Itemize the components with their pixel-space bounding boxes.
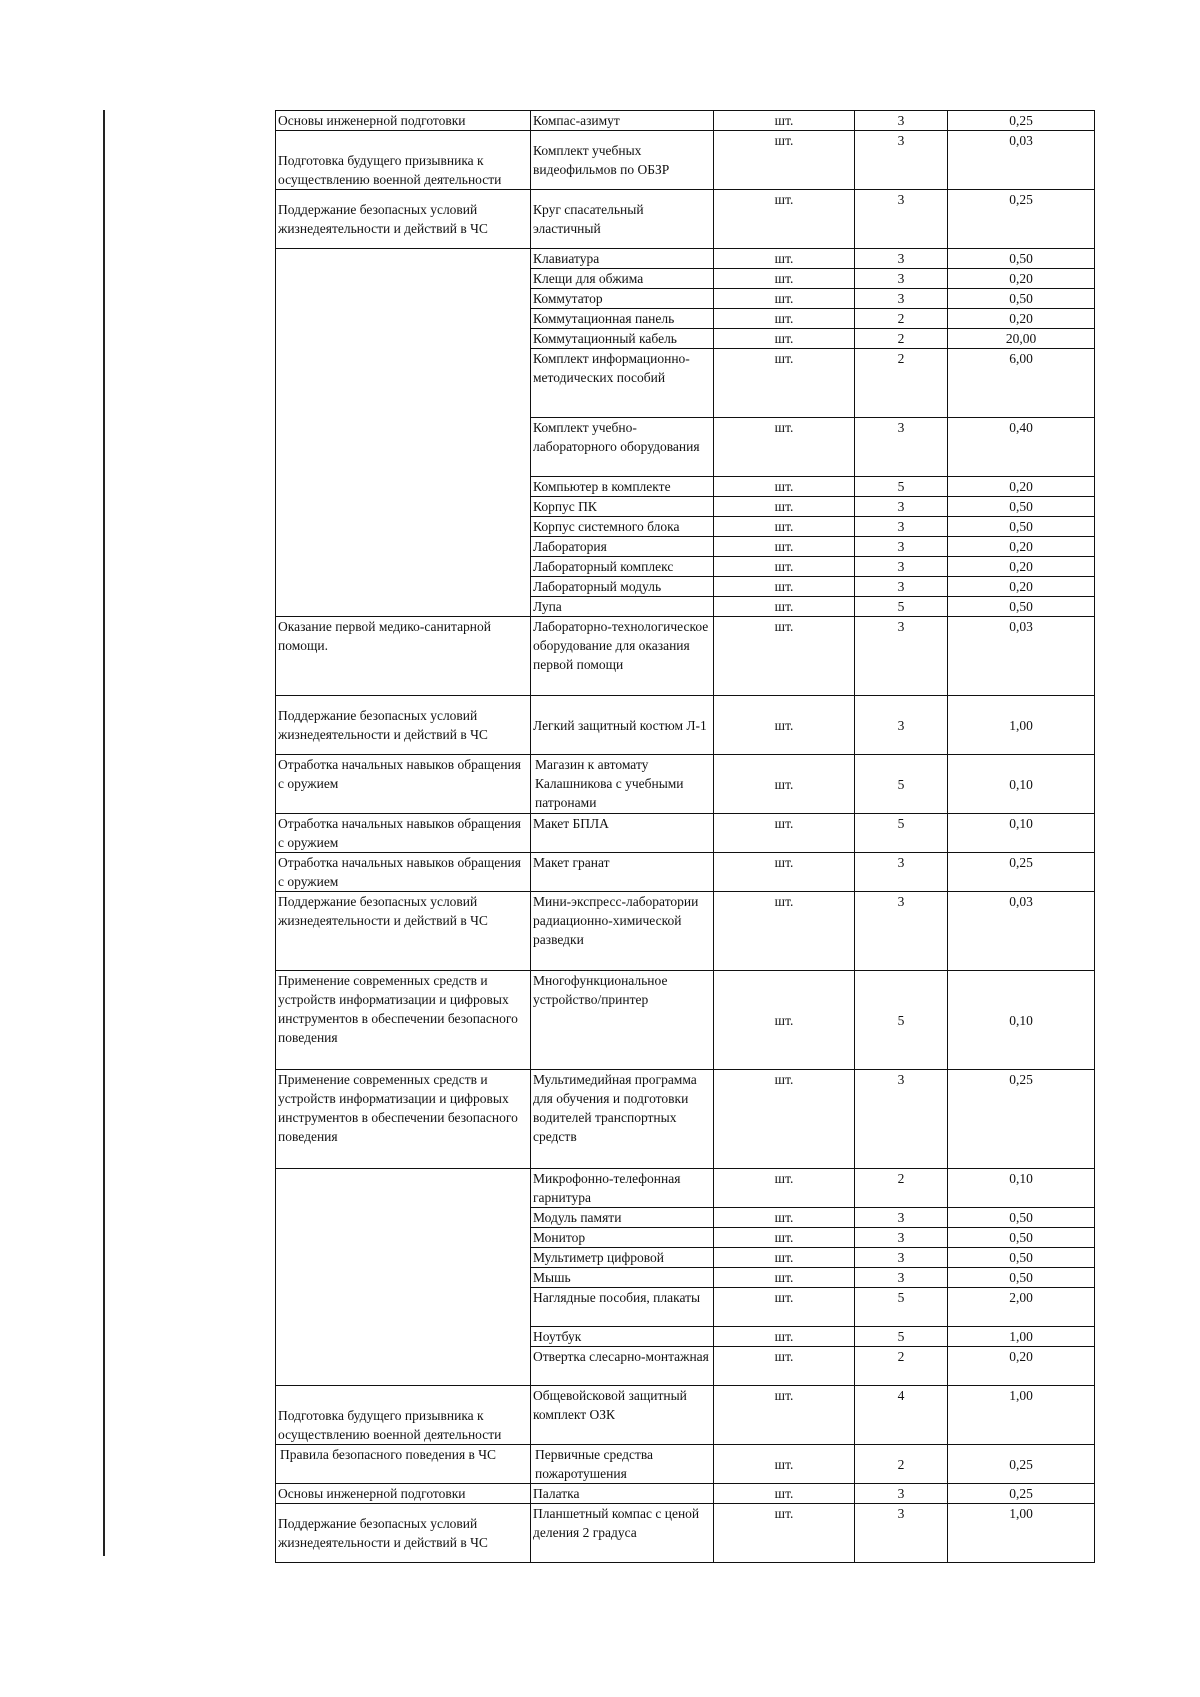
coef-cell: 0,40 [948,418,1095,477]
purpose-cell: Правила безопасного поведения в ЧС [276,1445,531,1484]
coef-cell: 0,25 [948,1445,1095,1484]
coef-cell: 0,50 [948,1228,1095,1248]
item-cell: Компьютер в комплекте [531,477,714,497]
qty-cell: 3 [855,1504,948,1563]
coef-cell: 0,25 [948,1484,1095,1504]
purpose-cell: Подготовка будущего призывника к осуществлению военной деятельности [276,1386,531,1445]
coef-cell: 0,20 [948,309,1095,329]
unit-cell: шт. [714,131,855,190]
item-cell: Общевойсковой защитный комплект ОЗК [531,1386,714,1445]
qty-cell: 3 [855,497,948,517]
table-row [276,1386,1095,1445]
purpose-cell: Поддержание безопасных условий жизнедеятельности и действий в ЧС [276,696,531,755]
table-row [276,853,1095,892]
unit-cell: шт. [714,537,855,557]
coef-cell: 0,20 [948,577,1095,597]
qty-cell: 5 [855,477,948,497]
qty-cell: 3 [855,517,948,537]
item-cell: Лупа [531,597,714,617]
unit-cell: шт. [714,1288,855,1327]
table-row [276,1445,1095,1484]
coef-cell: 0,25 [948,190,1095,249]
purpose-cell [276,249,531,617]
qty-cell: 5 [855,971,948,1070]
item-cell: Мышь [531,1268,714,1288]
item-cell: Клещи для обжима [531,269,714,289]
qty-cell: 3 [855,1228,948,1248]
qty-cell: 3 [855,617,948,696]
coef-cell: 2,00 [948,1288,1095,1327]
item-cell: Лабораторно-технологическое оборудование для оказания первой помощи [531,617,714,696]
unit-cell: шт. [714,329,855,349]
coef-cell: 0,03 [948,892,1095,971]
purpose-cell: Подготовка будущего призывника к осуществлению военной деятельности [276,131,531,190]
item-cell: Первичные средства пожаротушения [531,1445,714,1484]
purpose-cell: Отработка начальных навыков обращения с оружием [276,814,531,853]
unit-cell: шт. [714,1386,855,1445]
purpose-cell: Поддержание безопасных условий жизнедеятельности и действий в ЧС [276,190,531,249]
unit-cell: шт. [714,269,855,289]
unit-cell: шт. [714,309,855,329]
qty-cell: 3 [855,892,948,971]
unit-cell: шт. [714,755,855,814]
table-row [276,617,1095,696]
qty-cell: 2 [855,1169,948,1208]
unit-cell: шт. [714,696,855,755]
item-cell: Лаборатория [531,537,714,557]
unit-cell: шт. [714,1504,855,1563]
qty-cell: 3 [855,1248,948,1268]
item-cell: Коммутационная панель [531,309,714,329]
qty-cell: 5 [855,814,948,853]
qty-cell: 3 [855,1268,948,1288]
purpose-cell: Поддержание безопасных условий жизнедеятельности и действий в ЧС [276,1504,531,1563]
unit-cell: шт. [714,111,855,131]
unit-cell: шт. [714,418,855,477]
coef-cell: 1,00 [948,1386,1095,1445]
coef-cell: 0,10 [948,814,1095,853]
table-row [276,249,1095,269]
qty-cell: 3 [855,1484,948,1504]
item-cell: Монитор [531,1228,714,1248]
purpose-cell: Основы инженерной подготовки [276,1484,531,1504]
qty-cell: 3 [855,111,948,131]
item-cell: Отвертка слесарно-монтажная [531,1347,714,1386]
qty-cell: 3 [855,249,948,269]
qty-cell: 3 [855,289,948,309]
qty-cell: 3 [855,418,948,477]
table-row [276,755,1095,814]
unit-cell: шт. [714,249,855,269]
item-cell: Модуль памяти [531,1208,714,1228]
item-cell: Компас-азимут [531,111,714,131]
qty-cell: 4 [855,1386,948,1445]
purpose-cell: Основы инженерной подготовки [276,111,531,131]
qty-cell: 2 [855,309,948,329]
item-cell: Наглядные пособия, плакаты [531,1288,714,1327]
unit-cell: шт. [714,1208,855,1228]
unit-cell: шт. [714,597,855,617]
unit-cell: шт. [714,1347,855,1386]
table-row [276,696,1095,755]
table-row [276,131,1095,190]
qty-cell: 5 [855,1327,948,1347]
qty-cell: 3 [855,1208,948,1228]
unit-cell: шт. [714,190,855,249]
coef-cell: 0,20 [948,477,1095,497]
qty-cell: 2 [855,1347,948,1386]
table-row [276,190,1095,249]
item-cell: Корпус ПК [531,497,714,517]
item-cell: Круг спасательный эластичный [531,190,714,249]
unit-cell: шт. [714,814,855,853]
item-cell: Корпус системного блока [531,517,714,537]
table-row [276,1504,1095,1563]
coef-cell: 6,00 [948,349,1095,418]
coef-cell: 0,20 [948,269,1095,289]
item-cell: Коммутатор [531,289,714,309]
qty-cell: 3 [855,1070,948,1169]
item-cell: Мини-экспресс-лаборатории радиационно-химической разведки [531,892,714,971]
item-cell: Макет гранат [531,853,714,892]
qty-cell: 3 [855,577,948,597]
table-row [276,971,1095,1070]
table-row [276,1169,1095,1208]
coef-cell: 1,00 [948,1504,1095,1563]
item-cell: Ноутбук [531,1327,714,1347]
unit-cell: шт. [714,1248,855,1268]
coef-cell: 0,20 [948,1347,1095,1386]
coef-cell: 0,50 [948,517,1095,537]
purpose-cell: Оказание первой медико-санитарной помощи. [276,617,531,696]
qty-cell: 3 [855,696,948,755]
item-cell: Макет БПЛА [531,814,714,853]
unit-cell: шт. [714,349,855,418]
coef-cell: 0,50 [948,1268,1095,1288]
qty-cell: 5 [855,755,948,814]
coef-cell: 0,10 [948,1169,1095,1208]
unit-cell: шт. [714,517,855,537]
item-cell: Лабораторный комплекс [531,557,714,577]
qty-cell: 2 [855,1445,948,1484]
unit-cell: шт. [714,577,855,597]
qty-cell: 3 [855,269,948,289]
purpose-cell: Отработка начальных навыков обращения с оружием [276,853,531,892]
item-cell: Комплект информационно-методических пособий [531,349,714,418]
item-cell: Мультимедийная программа для обучения и подготовки водителей транспортных средств [531,1070,714,1169]
unit-cell: шт. [714,1445,855,1484]
coef-cell: 0,50 [948,289,1095,309]
item-cell: Комплект учебно-лабораторного оборудования [531,418,714,477]
item-cell: Планшетный компас с ценой деления 2 градуса [531,1504,714,1563]
coef-cell: 1,00 [948,1327,1095,1347]
equipment-table [275,110,1095,1563]
item-cell: Магазин к автомату Калашникова с учебными патронами [531,755,714,814]
item-cell: Комплект учебных видеофильмов по ОБЗР [531,131,714,190]
unit-cell: шт. [714,1169,855,1208]
qty-cell: 5 [855,597,948,617]
item-cell: Легкий защитный костюм Л-1 [531,696,714,755]
purpose-cell [276,1169,531,1386]
unit-cell: шт. [714,1268,855,1288]
qty-cell: 3 [855,853,948,892]
left-margin-line [103,110,105,1556]
coef-cell: 0,50 [948,249,1095,269]
unit-cell: шт. [714,289,855,309]
item-cell: Коммутационный кабель [531,329,714,349]
coef-cell: 0,03 [948,617,1095,696]
coef-cell: 0,50 [948,1208,1095,1228]
purpose-cell: Применение современных средств и устройств информатизации и цифровых инструментов в обеспечении безопасного поведения [276,971,531,1070]
qty-cell: 5 [855,1288,948,1327]
purpose-cell: Применение современных средств и устройств информатизации и цифровых инструментов в обеспечении безопасного поведения [276,1070,531,1169]
qty-cell: 2 [855,349,948,418]
coef-cell: 0,25 [948,853,1095,892]
unit-cell: шт. [714,1327,855,1347]
unit-cell: шт. [714,557,855,577]
qty-cell: 3 [855,537,948,557]
qty-cell: 3 [855,190,948,249]
coef-cell: 0,10 [948,971,1095,1070]
coef-cell: 0,50 [948,497,1095,517]
coef-cell: 1,00 [948,696,1095,755]
qty-cell: 3 [855,131,948,190]
item-cell: Клавиатура [531,249,714,269]
coef-cell: 0,25 [948,1070,1095,1169]
unit-cell: шт. [714,617,855,696]
unit-cell: шт. [714,892,855,971]
item-cell: Мультиметр цифровой [531,1248,714,1268]
coef-cell: 0,50 [948,1248,1095,1268]
purpose-cell: Поддержание безопасных условий жизнедеятельности и действий в ЧС [276,892,531,971]
coef-cell: 0,25 [948,111,1095,131]
item-cell: Лабораторный модуль [531,577,714,597]
qty-cell: 2 [855,329,948,349]
coef-cell: 0,03 [948,131,1095,190]
coef-cell: 0,20 [948,557,1095,577]
unit-cell: шт. [714,1228,855,1248]
qty-cell: 3 [855,557,948,577]
item-cell: Микрофонно-телефонная гарнитура [531,1169,714,1208]
coef-cell: 0,20 [948,537,1095,557]
item-cell: Палатка [531,1484,714,1504]
unit-cell: шт. [714,853,855,892]
unit-cell: шт. [714,971,855,1070]
purpose-cell: Отработка начальных навыков обращения с оружием [276,755,531,814]
table-row [276,1484,1095,1504]
unit-cell: шт. [714,477,855,497]
unit-cell: шт. [714,1484,855,1504]
table-row [276,1070,1095,1169]
coef-cell: 0,50 [948,597,1095,617]
coef-cell: 20,00 [948,329,1095,349]
unit-cell: шт. [714,497,855,517]
item-cell: Многофункциональное устройство/принтер [531,971,714,1070]
table-row [276,814,1095,853]
table-row [276,892,1095,971]
coef-cell: 0,10 [948,755,1095,814]
unit-cell: шт. [714,1070,855,1169]
table-row [276,111,1095,131]
